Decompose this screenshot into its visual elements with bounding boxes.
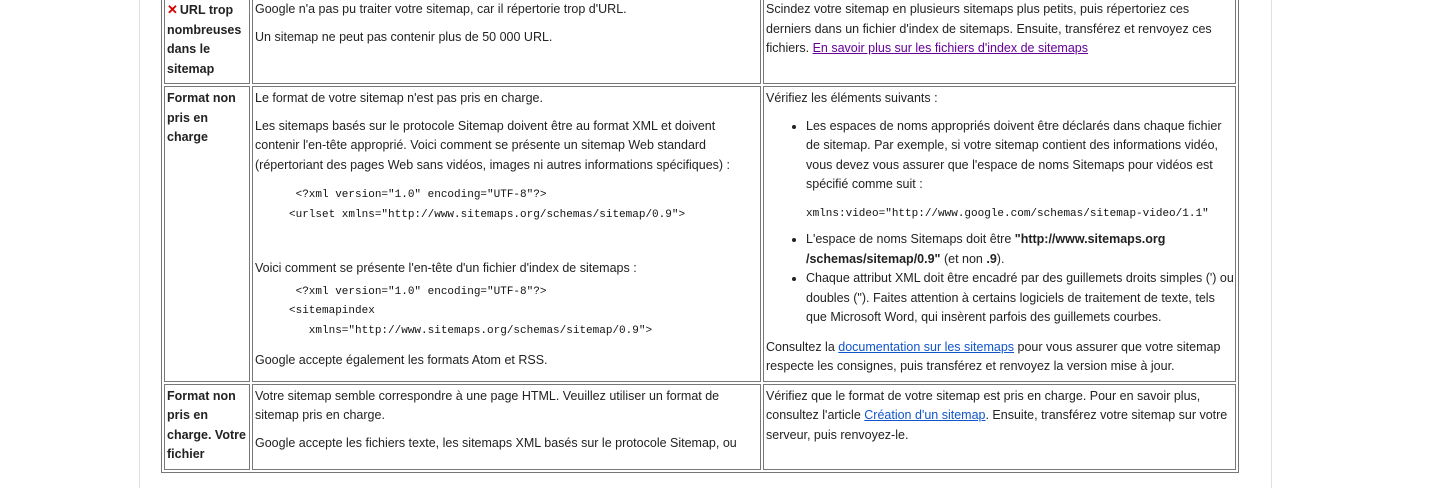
list-item-text: Les espaces de noms appropriés doivent être déclarés dans chaque fichier de sitemap. Par exemple, si votre sitemap contient des informations vidéo, vous devez vous assurer que l'espace de noms Sitemaps pour vidéos est spécifié comme suit : xyxy=(806,118,1222,191)
recommendation-cell xyxy=(763,384,1236,470)
table-row xyxy=(164,0,1236,84)
description-text: Voici comment se présente l'en-tête d'un fichier d'index de sitemaps : xyxy=(255,261,637,275)
sitemapindex-code-sample: <?xml version="1.0" encoding="UTF-8"?> <sitemapindex xmlns="http://www.sitemaps.org/schemas/sitemap/0.9"> xyxy=(289,285,653,337)
sitemap-index-link[interactable]: En savoir plus sur les fichiers d'index de sitemaps xyxy=(812,41,1088,55)
recommendation-text: Vérifiez que le format de votre sitemap est pris en charge. Pour en savoir plus, consultez l'article xyxy=(766,388,1201,422)
description-cell xyxy=(252,384,761,470)
list-item-text: ). xyxy=(996,251,1005,266)
recommendation-text-part: pour vous assurer que votre sitemap respecte les consignes, puis transférez et renvoyez la version mise à jour. xyxy=(766,339,1221,373)
page-right-border xyxy=(1271,0,1272,488)
sitemap-errors-table xyxy=(161,0,1239,473)
recommendation-text: . Ensuite, transférez votre sitemap sur votre serveur, puis renvoyez-le. xyxy=(766,408,1228,442)
page-left-border xyxy=(139,0,140,488)
recommendation-text-part: Consultez la xyxy=(766,339,839,354)
video-namespace-code: xmlns:video="http://www.google.com/schemas/sitemap-video/1.1" xyxy=(806,207,1209,220)
issue-title: Format non pris en charge xyxy=(167,91,236,144)
recommendation-text: Vérifiez les éléments suivants : xyxy=(766,91,938,105)
list-item-text: Chaque attribut XML doit être encadré par des guillemets droits simples (') ou doubles ("). Faites attention à certains logiciels de traitement de texte, tels que Microsoft Word, qui insèrent parfois des guillemets courbes. xyxy=(806,271,1234,324)
namespace-suffix: .9 xyxy=(986,251,997,266)
namespace-value: "http://www.sitemaps.org /schemas/sitemap/0.9" xyxy=(806,232,1166,266)
recommendation-cell xyxy=(763,86,1236,382)
error-x-icon: ✕ xyxy=(167,2,178,17)
issue-title: URL trop nombreuses dans le sitemap xyxy=(167,3,242,76)
list-item-text: (et non xyxy=(940,251,987,266)
description-text: Les sitemaps basés sur le protocole Sitemap doivent être au format XML et doivent contenir l'en-tête approprié. Voici comment se présente un sitemap Web standard (répertoriant des pages Web sans vidéos, images ni autres informations spécifiques) : xyxy=(255,118,731,172)
list-item-text: L'espace de noms Sitemaps doit être xyxy=(806,232,1015,246)
list-item xyxy=(806,230,1234,269)
recommendation-cell xyxy=(763,0,1236,84)
recommendation-text: Scindez votre sitemap en plusieurs sitemaps plus petits, puis répertoriez ces derniers dans un fichier d'index de sitemaps. Ensuite, transférez et renvoyez ces fichiers. xyxy=(766,2,1212,55)
issue-cell xyxy=(164,384,250,470)
table-row xyxy=(164,384,1236,470)
issue-cell xyxy=(164,0,250,84)
sitemap-documentation-link[interactable]: documentation sur les sitemaps xyxy=(838,339,1015,354)
description-cell xyxy=(252,0,761,84)
urlset-code-sample: <?xml version="1.0" encoding="UTF-8"?> <urlset xmlns="http://www.sitemaps.org/schemas/sitemap/0.9"> xyxy=(289,189,686,221)
description-text: Google accepte les fichiers texte, les sitemaps XML basés sur le protocole Sitemap, ou xyxy=(255,435,737,450)
list-item xyxy=(806,269,1234,328)
description-cell xyxy=(252,86,761,382)
description-text: Google n'a pas pu traiter votre sitemap, car il répertorie trop d'URL. xyxy=(255,2,627,16)
description-text: Le format de votre sitemap n'est pas pris en charge. xyxy=(255,91,543,105)
description-text: Votre sitemap semble correspondre à une page HTML. Veuillez utiliser un format de sitemap pris en charge. xyxy=(255,388,720,422)
description-text: Google accepte également les formats Atom et RSS. xyxy=(255,353,548,367)
recommendation-text xyxy=(766,338,1234,377)
checklist xyxy=(766,117,1234,195)
issue-title: Format non pris en charge. Votre fichier xyxy=(167,388,246,461)
issue-cell xyxy=(164,86,250,382)
checklist xyxy=(766,230,1234,328)
description-text: Un sitemap ne peut pas contenir plus de 50 000 URL. xyxy=(255,29,553,44)
list-item xyxy=(806,117,1234,195)
table-row xyxy=(164,86,1236,382)
create-sitemap-link[interactable]: Création d'un sitemap xyxy=(864,408,986,422)
